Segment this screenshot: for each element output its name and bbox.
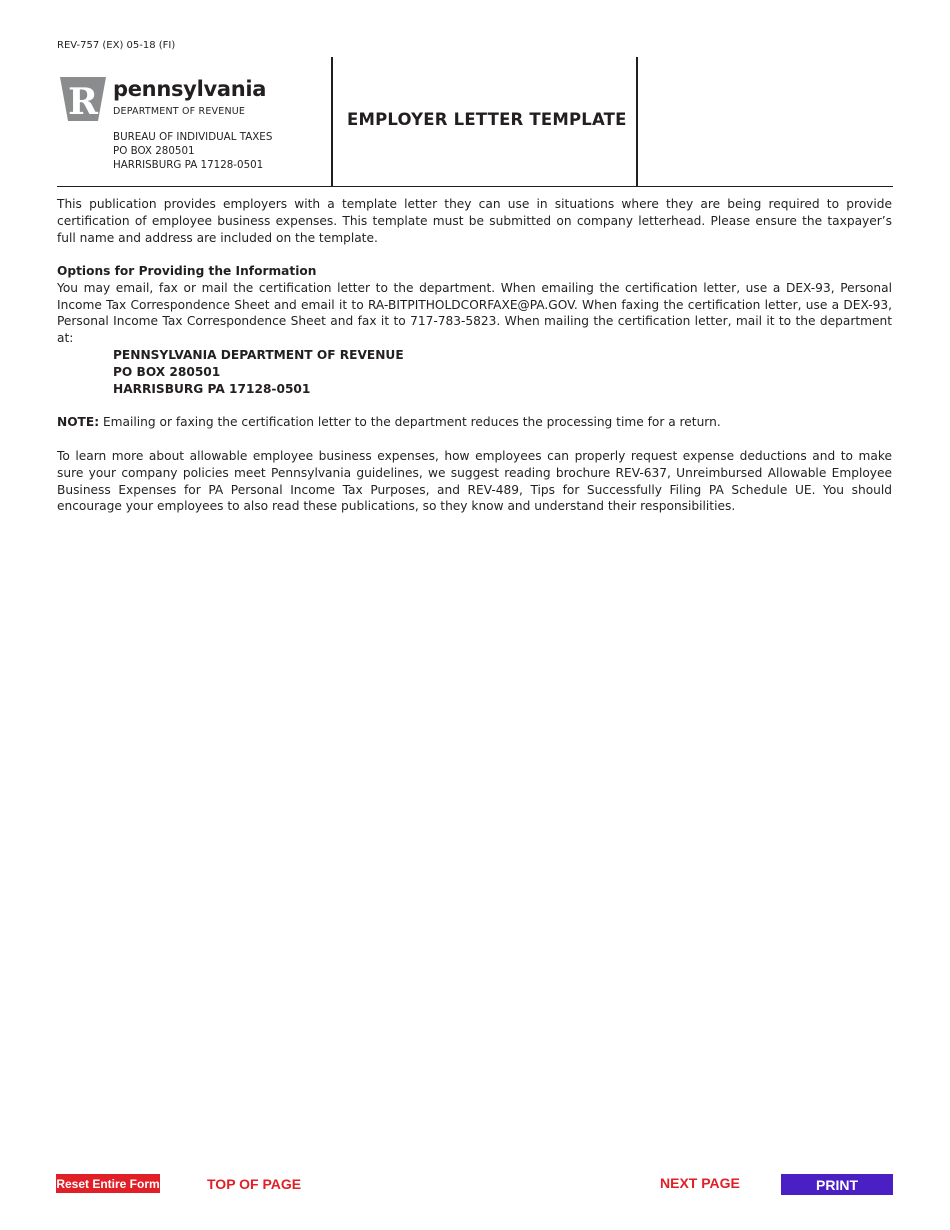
note-text: Emailing or faxing the certification letter to the department reduces the processing time for a return. bbox=[99, 415, 721, 429]
options-text: You may email, fax or mail the certification letter to the department. When emailing the certification letter, use a DEX-93, Personal Income Tax Correspondence Sheet and email it to RA-BITPITHOLDCORFAXE@PA.GOV. When faxing the certification letter, use a DEX-93, Personal Income Tax Correspondence Sheet and fax it to 717-783-5823. When mailing the certification letter, mail it to the department at: bbox=[57, 280, 892, 346]
mailing-address bbox=[113, 347, 404, 397]
address-line: PO BOX 280501 bbox=[113, 364, 221, 379]
bureau-line: HARRISBURG PA 17128-0501 bbox=[113, 159, 264, 171]
options-section bbox=[57, 263, 892, 347]
top-of-page-link[interactable]: TOP OF PAGE bbox=[207, 1176, 302, 1192]
department-name: DEPARTMENT OF REVENUE bbox=[113, 106, 246, 117]
note-paragraph bbox=[57, 414, 892, 431]
header-divider bbox=[331, 57, 333, 186]
header-divider bbox=[636, 57, 638, 186]
keystone-logo-icon bbox=[58, 74, 108, 124]
address-line: HARRISBURG PA 17128-0501 bbox=[113, 381, 311, 396]
logo-letter: R bbox=[68, 81, 98, 123]
note-label: NOTE: bbox=[57, 415, 100, 429]
options-heading: Options for Providing the Information bbox=[57, 264, 317, 278]
closing-paragraph bbox=[57, 448, 892, 515]
next-page-link[interactable]: NEXT PAGE bbox=[660, 1175, 740, 1191]
print-button[interactable]: PRINT bbox=[781, 1174, 893, 1195]
closing-text: To learn more about allowable employee business expenses, how employees can properly request expense deductions and to make sure your company policies meet Pennsylvania guidelines, we suggest reading brochure REV-637, Unreimbursed Allowable Employee Business Expenses for PA Personal Income Tax Purposes, and REV-489, Tips for Successfully Filing PA Schedule UE. You should encourage your employees to also read these publications, so they know and understand their responsibilities. bbox=[57, 449, 892, 514]
intro-paragraph bbox=[57, 196, 892, 246]
brand-name: pennsylvania bbox=[113, 77, 267, 101]
address-line: PENNSYLVANIA DEPARTMENT OF REVENUE bbox=[113, 348, 404, 362]
bureau-line: BUREAU OF INDIVIDUAL TAXES bbox=[113, 131, 273, 143]
bureau-address bbox=[113, 130, 272, 172]
form-code: REV-757 (EX) 05-18 (FI) bbox=[57, 40, 176, 51]
intro-text: This publication provides employers with a template letter they can use in situations where they are being required to provide certification of employee business expenses. This template must be submitted on company letterhead. Please ensure the taxpayer’s full name and address are included on the template. bbox=[57, 197, 892, 245]
bureau-line: PO BOX 280501 bbox=[113, 145, 195, 157]
header-rule bbox=[57, 186, 893, 187]
page-title: EMPLOYER LETTER TEMPLATE bbox=[347, 110, 627, 129]
reset-form-button[interactable]: Reset Entire Form bbox=[56, 1174, 160, 1193]
